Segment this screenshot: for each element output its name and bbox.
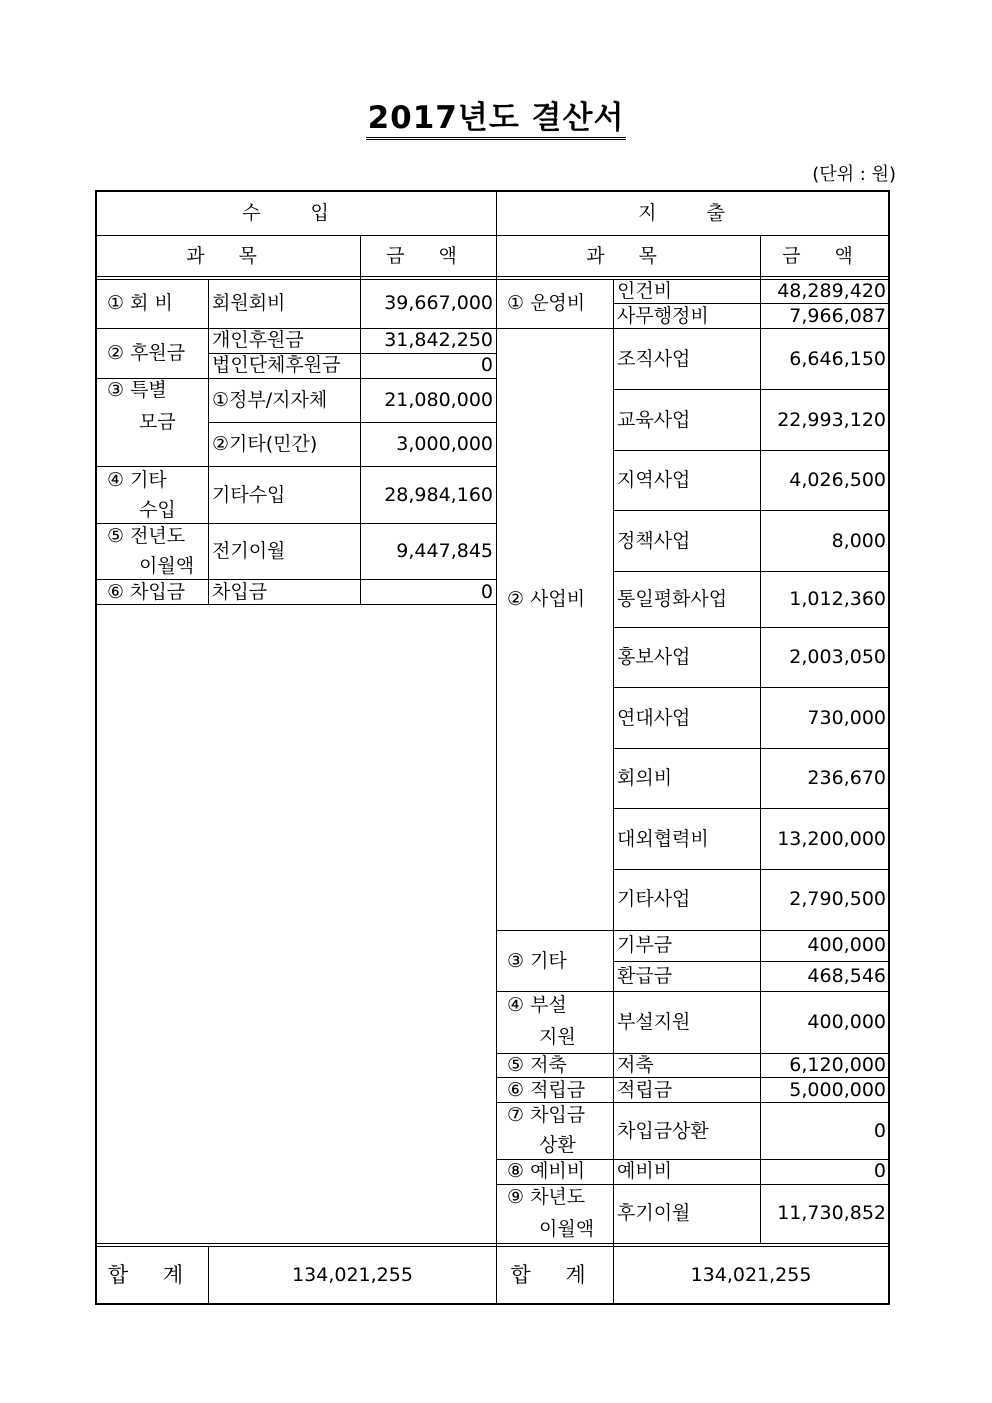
expense-item: 기부금 <box>617 934 673 956</box>
expense-amount: 0 <box>873 1160 886 1182</box>
expense-amount: 48,289,420 <box>777 280 886 302</box>
expense-amount: 8,000 <box>831 530 886 552</box>
income-category-other: ④ 기타 <box>107 469 167 491</box>
income-item: 회원회비 <box>212 292 286 314</box>
income-category-donation: ② 후원금 <box>107 342 186 364</box>
expense-total-label: 합 계 <box>510 1263 600 1287</box>
expense-amount: 22,993,120 <box>777 409 886 431</box>
expense-item: 사무행정비 <box>617 305 709 327</box>
expense-amount: 7,966,087 <box>789 305 886 327</box>
income-category-special-cont: 모금 <box>139 411 176 433</box>
expense-item: 홍보사업 <box>617 646 691 668</box>
expense-amount: 5,000,000 <box>789 1079 886 1101</box>
expense-item: 차입금상환 <box>617 1120 709 1142</box>
expense-item: 저축 <box>617 1054 654 1076</box>
expense-item: 조직사업 <box>617 348 691 370</box>
income-total-label: 합 계 <box>107 1263 198 1287</box>
income-amount: 28,984,160 <box>384 484 493 506</box>
expense-item: 지역사업 <box>617 469 691 491</box>
expense-item: 회의비 <box>617 767 673 789</box>
expense-category-operating: ① 운영비 <box>507 292 586 314</box>
expense-amount: 730,000 <box>807 707 886 729</box>
income-amount: 39,667,000 <box>384 292 493 314</box>
expense-item: 적립금 <box>617 1079 673 1101</box>
expense-amount: 6,120,000 <box>789 1054 886 1076</box>
expense-category-nextyear-cont: 이월액 <box>539 1218 595 1240</box>
income-amount: 0 <box>480 581 493 603</box>
income-category-other-cont: 수입 <box>139 499 176 521</box>
income-item: ②기타(민간) <box>212 433 318 455</box>
unit-label: (단위 : 원) <box>812 164 896 185</box>
income-item: ①정부/지자체 <box>212 389 328 411</box>
income-header: 수 입 <box>242 202 351 224</box>
income-category-loan: ⑥ 차입금 <box>107 581 186 603</box>
expense-item: 연대사업 <box>617 707 691 729</box>
expense-item: 인건비 <box>617 280 673 302</box>
income-category-carryover-cont: 이월액 <box>139 555 195 577</box>
expense-amount: 400,000 <box>807 934 886 956</box>
expense-item: 대외협력비 <box>617 828 709 850</box>
expense-category-reserve: ⑥ 적립금 <box>507 1079 586 1101</box>
expense-amount: 13,200,000 <box>777 828 886 850</box>
income-category-membership: ① 회 비 <box>107 292 173 314</box>
page-title: 2017년도 결산서 <box>0 92 992 137</box>
expense-total-amount: 134,021,255 <box>690 1264 812 1286</box>
income-category-special: ③ 특별 <box>107 379 167 401</box>
expense-amount: 6,646,150 <box>789 348 886 370</box>
expense-amount: 2,790,500 <box>789 888 886 910</box>
income-amount-header: 금 액 <box>386 245 471 267</box>
expense-category-nextyear: ⑨ 차년도 <box>507 1186 586 1208</box>
expense-amount: 468,546 <box>807 965 886 987</box>
income-item-header: 과 목 <box>186 245 271 267</box>
income-amount: 0 <box>480 354 493 376</box>
expense-category-contingency: ⑧ 예비비 <box>507 1160 586 1182</box>
income-item: 법인단체후원금 <box>212 354 341 376</box>
income-item: 전기이월 <box>212 540 286 562</box>
expense-item-header: 과 목 <box>586 245 671 267</box>
expense-item: 예비비 <box>617 1160 673 1182</box>
expense-category-annex-cont: 지원 <box>539 1026 576 1048</box>
expense-item: 기타사업 <box>617 888 691 910</box>
income-item: 기타수입 <box>212 484 286 506</box>
expense-item: 통일평화사업 <box>617 588 728 610</box>
expense-amount: 4,026,500 <box>789 469 886 491</box>
income-amount: 9,447,845 <box>396 540 493 562</box>
expense-header: 지 출 <box>638 202 747 224</box>
expense-amount: 11,730,852 <box>777 1202 886 1224</box>
expense-category-repayment-cont: 상환 <box>539 1134 576 1156</box>
expense-item: 부설지원 <box>617 1011 691 1033</box>
income-total-amount: 134,021,255 <box>292 1264 413 1286</box>
expense-category-repayment: ⑦ 차입금 <box>507 1104 586 1126</box>
income-amount: 3,000,000 <box>396 433 493 455</box>
expense-item: 후기이월 <box>617 1202 691 1224</box>
expense-category-annex: ④ 부설 <box>507 994 567 1016</box>
expense-amount: 0 <box>873 1120 886 1142</box>
expense-amount: 1,012,360 <box>789 588 886 610</box>
expense-amount: 400,000 <box>807 1011 886 1033</box>
expense-amount-header: 금 액 <box>782 245 867 267</box>
expense-item: 환급금 <box>617 965 673 987</box>
income-amount: 21,080,000 <box>384 389 493 411</box>
expense-amount: 236,670 <box>807 767 886 789</box>
expense-item: 정책사업 <box>617 530 691 552</box>
expense-item: 교육사업 <box>617 409 691 431</box>
income-amount: 31,842,250 <box>384 329 493 351</box>
settlement-table <box>95 190 890 1305</box>
expense-category-other: ③ 기타 <box>507 950 567 972</box>
income-category-carryover: ⑤ 전년도 <box>107 525 186 547</box>
income-item: 개인후원금 <box>212 329 304 351</box>
expense-category-savings: ⑤ 저축 <box>507 1054 567 1076</box>
income-item: 차입금 <box>212 581 268 603</box>
expense-category-business: ② 사업비 <box>507 588 586 610</box>
expense-amount: 2,003,050 <box>789 646 886 668</box>
